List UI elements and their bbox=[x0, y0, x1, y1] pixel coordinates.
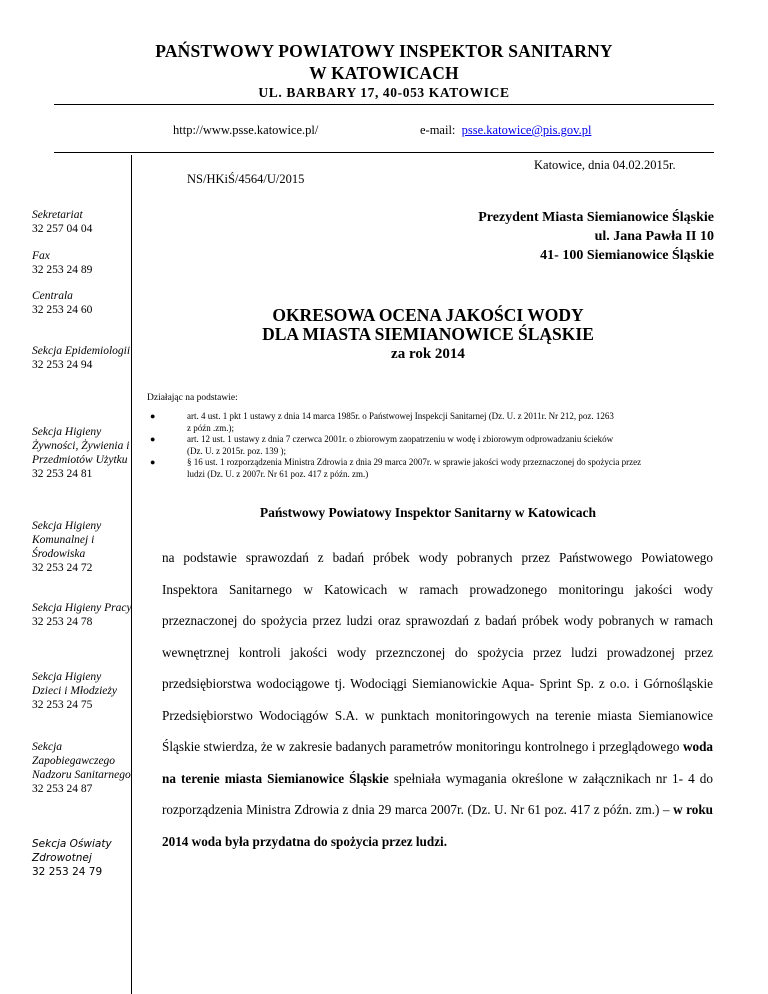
sidebar-phone: 32 253 24 79 bbox=[32, 866, 103, 878]
document-title-line3: za rok 2014 bbox=[391, 346, 465, 362]
sidebar-entry-centrala bbox=[32, 289, 132, 317]
sidebar-phone: 32 253 24 94 bbox=[32, 359, 93, 371]
email-label: e-mail: bbox=[420, 123, 456, 137]
sidebar-entry-praca bbox=[32, 601, 132, 629]
assessment-bold-text: woda na terenie miasta Siemianowice Śląskie bbox=[162, 739, 713, 786]
document-title-line2: DLA MIASTA SIEMIANOWICE ŚLĄSKIE bbox=[262, 324, 594, 344]
sidebar-phone: 32 253 24 87 bbox=[32, 783, 93, 795]
assessment-paragraph bbox=[162, 542, 713, 857]
sidebar-entry-oswiata bbox=[32, 837, 132, 879]
basis-intro: Działając na podstawie: bbox=[147, 393, 238, 403]
bullet-icon: ● bbox=[150, 434, 156, 444]
recipient-city: 41- 100 Siemianowice Śląskie bbox=[540, 248, 714, 263]
email-link[interactable]: psse.katowice@pis.gov.pl bbox=[461, 123, 592, 137]
sidebar-entry-zapobiegawczy bbox=[32, 740, 132, 796]
assessment-text: spełniała wymagania określone w załącznikach nr 1- 4 do rozporządzenia Ministra Zdrowia z dnia 29 marca 2007r. (Dz. U. Nr 61 poz. 417 z późn. zm.) – bbox=[162, 770, 713, 817]
sidebar-label: Fax bbox=[32, 250, 50, 262]
sidebar-phone: 32 253 24 60 bbox=[32, 304, 93, 316]
recipient-name: Prezydent Miasta Siemianowice Śląskie bbox=[478, 210, 714, 225]
sidebar-phone: 32 253 24 72 bbox=[32, 562, 93, 574]
sidebar-label: Sekcja Epidemiologii bbox=[32, 345, 131, 357]
reference-number: NS/HKiŚ/4564/U/2015 bbox=[187, 172, 305, 186]
sidebar-phone: 32 253 24 75 bbox=[32, 699, 93, 711]
recipient-block bbox=[478, 208, 714, 265]
sidebar-phone: 32 253 24 81 bbox=[32, 468, 93, 480]
sidebar-entry-komunalna bbox=[32, 519, 132, 575]
website-link[interactable]: http://www.psse.katowice.pl/ bbox=[173, 123, 319, 137]
basis-item bbox=[147, 411, 717, 434]
sidebar-label: Sekcja Higieny Pracy bbox=[32, 602, 132, 614]
sidebar-label: Centrala bbox=[32, 290, 73, 302]
basis-item-line: art. 4 ust. 1 pkt 1 ustawy z dnia 14 marca 1985r. o Państwowej Inspekcji Sanitarnej (Dz. U. z 2011r. Nr 212, poz. 1263 bbox=[187, 411, 614, 421]
basis-item bbox=[147, 434, 717, 457]
basis-item-line: (Dz. U. z 2015r. poz. 139 ); bbox=[187, 445, 286, 456]
document-title-line1: OKRESOWA OCENA JAKOŚCI WODY bbox=[272, 305, 584, 325]
sidebar-label: Sekcja Higieny Komunalnej i Środowiska bbox=[32, 520, 102, 560]
authority-heading: Państwowy Powiatowy Inspektor Sanitarny w Katowicach bbox=[259, 505, 597, 520]
recipient-street: ul. Jana Pawła II 10 bbox=[594, 229, 714, 244]
sidebar-entry-epidemiologia bbox=[32, 344, 132, 372]
contact-divider bbox=[54, 152, 714, 153]
header-divider bbox=[54, 104, 714, 105]
bullet-icon: ● bbox=[150, 411, 156, 421]
sidebar-entry-zywnosc bbox=[32, 425, 132, 481]
date-line: Katowice, dnia 04.02.2015r. bbox=[534, 158, 676, 172]
sidebar-label: Sekcja Zapobiegawczego Nadzoru Sanitarnego bbox=[32, 741, 131, 781]
bullet-icon: ● bbox=[150, 457, 156, 467]
sidebar-phone: 32 257 04 04 bbox=[32, 223, 93, 235]
email-line bbox=[420, 123, 591, 138]
header-address: UL. BARBARY 17, 40-053 KATOWICE bbox=[258, 85, 510, 100]
assessment-conclusion: w roku 2014 woda była przydatna do spożycia przez ludzi. bbox=[162, 802, 713, 849]
sidebar-label: Sekcja Higieny Żywności, Żywienia i Przedmiotów Użytku bbox=[32, 426, 130, 466]
basis-item-line: z późn .zm.); bbox=[187, 422, 234, 433]
sidebar-label: Sekcja Oświaty Zdrowotnej bbox=[32, 838, 112, 864]
header-title-line2: W KATOWICACH bbox=[309, 63, 459, 83]
sidebar-label: Sekretariat bbox=[32, 209, 83, 221]
basis-item-line: § 16 ust. 1 rozporządzenia Ministra Zdrowia z dnia 29 marca 2007r. w sprawie jakości wody przeznaczonej do spożycia przez bbox=[187, 457, 642, 467]
basis-list bbox=[147, 411, 717, 480]
sidebar-entry-sekretariat bbox=[32, 208, 132, 236]
basis-item-line: ludzi (Dz. U. z 2007r. Nr 61 poz. 417 z późn. zm.) bbox=[187, 468, 369, 479]
basis-item-line: art. 12 ust. 1 ustawy z dnia 7 czerwca 2001r. o zbiorowym zaopatrzeniu w wodę i zbiorowym odprowadzaniu ścieków bbox=[187, 434, 614, 444]
sidebar-phone: 32 253 24 78 bbox=[32, 616, 93, 628]
sidebar-phone: 32 253 24 89 bbox=[32, 264, 93, 276]
sidebar-entry-fax bbox=[32, 249, 132, 277]
header-title-line1: PAŃSTWOWY POWIATOWY INSPEKTOR SANITARNY bbox=[155, 41, 613, 61]
sidebar-label: Sekcja Higieny Dzieci i Młodzieży bbox=[32, 671, 117, 697]
sidebar-entry-dzieci bbox=[32, 670, 132, 712]
basis-item bbox=[147, 457, 717, 480]
assessment-text: na podstawie sprawozdań z badań próbek wody pobranych przez Państwowego Powiatowego Inspektora Sanitarnego w Katowicach w ramach prowadzonego monitoringu jakości wody przeznaczonej do spożycia przez ludzi oraz sprawozdań z badań próbek wody pobranych w ramach wewnętrznej kontroli jakości wody przeznczonej do spożycia przez ludzi prowadzonej przez przedsiębiorstwa wodociągowe tj. Wodociągi Siemianowickie Aqua- Sprint Sp. z o.o. i Górnośląskie Przedsiębiorstwo Wodociągów S.A. w punktach monitoringowych na terenie miasta Siemianowice Śląskie stwierdza, że w zakresie badanych parametrów monitoringu kontrolnego i przeglądowego bbox=[162, 550, 713, 754]
